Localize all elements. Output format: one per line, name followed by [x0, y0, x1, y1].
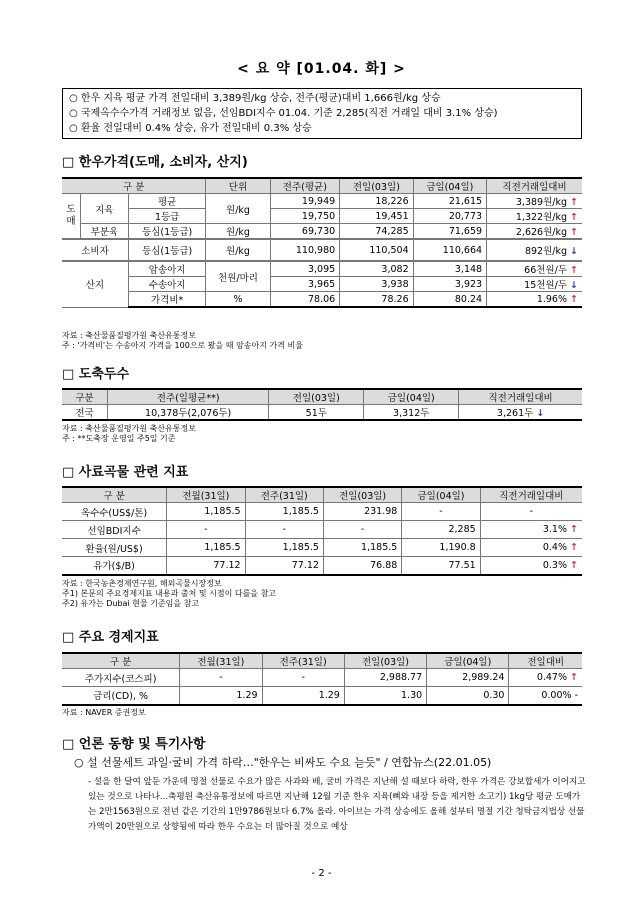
table-cell: - [180, 669, 262, 687]
source-note: 자료 : NAVER 증권정보 [62, 708, 146, 717]
change-cell: 0.47% ↑ [509, 669, 582, 687]
table-cell: 1,185.5 [323, 539, 401, 557]
summary-line: ○ 국제옥수수가격 거래정보 없음, 선임BDI지수 01.04. 기준 2,285(직전 거래일 대비 3.1% 상승) [69, 108, 498, 119]
col-header: 전일(03일) [344, 653, 426, 669]
table-cell: - [262, 669, 344, 687]
col-header: 금일(04일) [402, 487, 480, 503]
summary-box [62, 88, 582, 139]
col-header: 전일(03일) [340, 178, 413, 194]
row-group-label: 도 매 [62, 194, 81, 240]
table-cell: 3,923 [413, 277, 486, 292]
row-label: 가격비* [128, 292, 206, 308]
up-arrow-icon: ↑ [570, 559, 578, 571]
change-cell: 3,389원/kg ↑ [487, 194, 582, 209]
section-title-econ: □ 주요 경제지표 [62, 630, 159, 645]
table-cell: 3,148 [413, 261, 486, 277]
table-cell: 3,965 [270, 277, 340, 292]
table-cell: 2,285 [402, 521, 480, 539]
table-cell: 231.98 [323, 503, 401, 521]
table-cell: 0.30 [427, 687, 509, 705]
change-cell: 2,626원/kg ↑ [487, 224, 582, 240]
col-header: 전주(일평균**) [108, 389, 269, 405]
change-cell: 3.1% ↑ [480, 521, 582, 539]
table-cell: 74,285 [340, 224, 413, 240]
col-header: 구 분 [62, 487, 167, 503]
col-header: 전월(31일) [180, 653, 262, 669]
table-cell: 77.12 [167, 557, 245, 575]
econ-table [62, 652, 582, 706]
table-cell: - [323, 521, 401, 539]
row-label: 전국 [62, 405, 108, 421]
news-headline: ○ 설 선물세트 과일·굴비 가격 하락…"한우는 비싸도 수요 늗듯" / 연합뉴스(22.01.05) [74, 756, 492, 769]
up-arrow-icon: ↑ [570, 212, 578, 223]
table-cell: 19,750 [270, 209, 340, 224]
source-note: 자료 : 한국농촌경제연구원, 해외곡물시장정보 주1) 본문의 주요경제지표 내용과 출처 및 시점이 다를을 참고 주2) 유가는 Dubai 현물 기준임을 참고 [62, 579, 277, 608]
table-cell: 18,226 [340, 194, 413, 209]
col-header: 구 분 [62, 178, 206, 194]
table-cell: 10,378두(2,076두) [108, 405, 269, 421]
row-label: 유가($/B) [62, 557, 167, 575]
change-cell: 0.00% - [509, 687, 582, 705]
table-cell: 1.30 [344, 687, 426, 705]
table-cell: 1.29 [180, 687, 262, 705]
up-arrow-icon: ↑ [570, 672, 578, 683]
row-label: 선임BDI지수 [62, 521, 167, 539]
col-header: 전주(31일) [245, 487, 323, 503]
table-cell: 78.26 [340, 292, 413, 308]
col-header: 구분 [62, 389, 108, 405]
section-title-news: □ 언론 동향 및 특기사항 [62, 737, 206, 752]
table-cell: 110,504 [340, 239, 413, 261]
news-body: - 설을 한 달여 앞둔 가운데 명절 선물로 수요가 많은 사과와 배, 굴비 가격은 지난해 설 때보다 하락, 한우 가격은 강보합세가 이어지고 있는 것으로 나타나...축평원 축산유통정보에 따르면 지난해 12월 기준 한우 지육(뼈와 내장 등을 제거한 소고기) 1kg당 평균 도매가는 2만1563원으로 전년 같은 기간의 1만9786원보다 6.7% 올라. 아이브는 가격 상승에도 올해 설부터 명절 기간 청탁금지법상 선물 가액이 20만원으로 상향됨에 따라 한우 수요는 더 많아질 것으로 예상 [88, 777, 586, 832]
table-cell: 1.29 [262, 687, 344, 705]
table-cell: 77.12 [245, 557, 323, 575]
page-number: - 2 - [311, 868, 332, 879]
table-cell: 51두 [269, 405, 364, 421]
down-arrow-icon: ↓ [536, 408, 545, 419]
row-group-label: 부분육 [81, 224, 129, 240]
change-cell: - [480, 503, 582, 521]
table-cell: 78.06 [270, 292, 340, 308]
table-cell: 80.24 [413, 292, 486, 308]
col-header: 직전거래일대비 [487, 178, 582, 194]
table-cell: - [245, 521, 323, 539]
table-cell: 110,664 [413, 239, 486, 261]
table-cell: 1,185.5 [167, 539, 245, 557]
table-cell: 1,190.8 [402, 539, 480, 557]
table-cell: 71,659 [413, 224, 486, 240]
up-arrow-icon: ↑ [570, 293, 578, 305]
up-arrow-icon: ↑ [570, 197, 578, 208]
change-cell: 3,261두 ↓ [459, 405, 582, 421]
hanwoo-price-table [62, 177, 582, 308]
row-label: 1등급 [128, 209, 206, 224]
change-cell: 1,322원/kg ↑ [487, 209, 582, 224]
table-cell: 1,185.5 [245, 539, 323, 557]
row-label: 수송아지 [128, 277, 206, 292]
table-cell: 2,989.24 [427, 669, 509, 687]
table-cell: 20,773 [413, 209, 486, 224]
row-label: 환율(원/US$) [62, 539, 167, 557]
up-arrow-icon: ↑ [570, 227, 578, 238]
table-cell: 1,185.5 [245, 503, 323, 521]
row-label: 평균 [128, 194, 206, 209]
table-cell: 19,451 [340, 209, 413, 224]
section-title-feed: □ 사료곡물 관련 지표 [62, 465, 189, 480]
row-label: 주가지수(코스피) [62, 669, 180, 687]
row-label: 옥수수(US$/톤) [62, 503, 167, 521]
col-header: 전주(31일) [262, 653, 344, 669]
up-arrow-icon: ↑ [570, 524, 578, 535]
col-header: 직전거래일대비 [480, 487, 582, 503]
row-label: 등심(1등급) [128, 239, 206, 261]
row-label: 암송아지 [128, 261, 206, 277]
col-header: 전월(31일) [167, 487, 245, 503]
slaughter-table [62, 388, 582, 421]
page-title: < 요 약 [01.04. 화] > [237, 61, 406, 77]
change-cell: 892원/kg ↓ [487, 239, 582, 261]
table-cell: 110,980 [270, 239, 340, 261]
table-cell: 76.88 [323, 557, 401, 575]
col-header: 전일(03일) [269, 389, 364, 405]
col-header: 직전거래일대비 [459, 389, 582, 405]
col-header: 전일(03일) [323, 487, 401, 503]
down-arrow-icon: ↓ [570, 280, 578, 291]
table-cell: 3,312두 [364, 405, 459, 421]
table-cell: 21,615 [413, 194, 486, 209]
change-cell: 1.96% ↑ [487, 292, 582, 308]
table-cell: 77.51 [402, 557, 480, 575]
table-cell: 19,949 [270, 194, 340, 209]
table-cell: - [402, 503, 480, 521]
change-cell: 0.4% ↑ [480, 539, 582, 557]
row-label: 금리(CD), % [62, 687, 180, 705]
section-title-hanwoo: □ 한우가격(도매, 소비자, 산지) [62, 155, 248, 170]
unit-cell: 원/kg [206, 239, 270, 261]
summary-line: ○ 한우 지육 평균 가격 전일대비 3,389원/kg 상승, 전주(평균)대비 1,666원/kg 상승 [69, 93, 441, 104]
change-cell: 15천원/두 ↓ [487, 277, 582, 292]
unit-cell: % [206, 292, 270, 308]
col-header: 금일(04일) [427, 653, 509, 669]
row-label: 등심(1등급) [128, 224, 206, 240]
table-cell: - [167, 521, 245, 539]
table-cell: 1,185.5 [167, 503, 245, 521]
down-arrow-icon: ↓ [570, 246, 578, 257]
col-header: 금일(04일) [364, 389, 459, 405]
table-cell: 3,938 [340, 277, 413, 292]
col-header: 전일대비 [509, 653, 582, 669]
up-arrow-icon: ↑ [570, 542, 578, 553]
unit-cell: 천원/마리 [206, 261, 270, 292]
source-note: 자료 : 축산물품질평가원 축산유통정보 주 : '가격비'는 수송아지 가격을 100으로 봤을 때 암송아지 가격 비율 [62, 331, 303, 350]
unit-cell: 원/kg [206, 224, 270, 240]
col-header: 구 분 [62, 653, 180, 669]
feed-table [62, 486, 582, 576]
section-title-slaughter: □ 도축두수 [62, 367, 130, 382]
row-group-label: 소비자 [62, 239, 128, 261]
row-group-label: 산지 [62, 261, 128, 307]
table-cell: 3,082 [340, 261, 413, 277]
table-cell: 2,988.77 [344, 669, 426, 687]
col-header: 단위 [206, 178, 270, 194]
change-cell: 0.3% ↑ [480, 557, 582, 575]
unit-cell: 원/kg [206, 194, 270, 224]
summary-line: ○ 환율 전일대비 0.4% 상승, 유가 전일대비 0.3% 상승 [69, 123, 312, 134]
row-group-label: 지육 [81, 194, 129, 224]
col-header: 전주(평균) [270, 178, 340, 194]
up-arrow-icon: ↑ [570, 265, 578, 276]
col-header: 금일(04일) [413, 178, 486, 194]
table-cell: 69,730 [270, 224, 340, 240]
source-note: 자료 : 축산물품질평가원 축산유통정보 주 : **도축장 운영일 주5일 기준 [62, 424, 196, 443]
change-cell: 66천원/두 ↑ [487, 261, 582, 277]
table-cell: 3,095 [270, 261, 340, 277]
